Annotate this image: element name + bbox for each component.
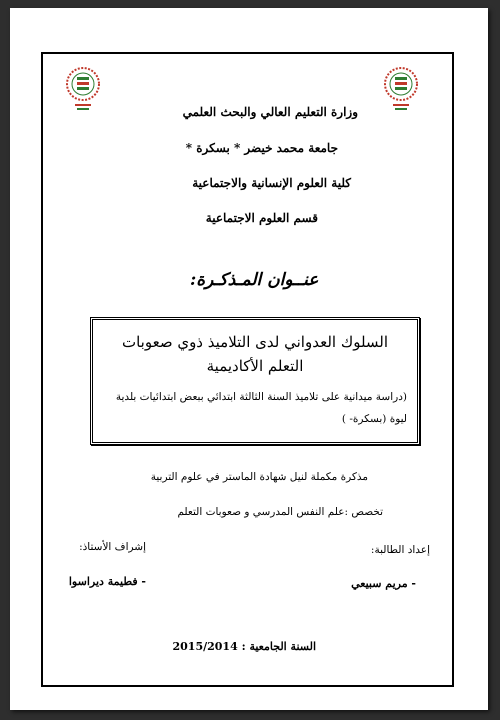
ministry-name: وزارة التعليم العالي والبحث العلمي [182, 105, 358, 119]
supervisor-label: إشراف الأستاذ: [79, 541, 146, 553]
degree-note: مذكرة مكملة لنيل شهادة الماستر في علوم التربية [150, 471, 368, 483]
thesis-subtitle: (دراسة ميدانية على تلاميذ السنة الثالثة ابتدائي ببعض ابتدائيات بلدية ليوة (بسكرة- ) [115, 391, 407, 425]
document-page [10, 8, 488, 710]
specialization: تخصص :علم النفس المدرسي و صعوبات التعلم [177, 506, 383, 518]
student-name: - مريم سبيعي [351, 577, 416, 590]
title-box [90, 317, 420, 445]
prepared-by-label: إعداد الطالبة: [370, 544, 430, 556]
supervisor-name: - فطيمة ديراسوا [68, 575, 146, 588]
memo-heading: عنــوان المـذكـرة: [190, 270, 319, 290]
department-name: قسم العلوم الاجتماعية [205, 211, 318, 225]
faculty-name: كلية العلوم الإنسانية والاجتماعية [192, 176, 351, 190]
thesis-title: السلوك العدواني لدى التلاميذ ذوي صعوبات التعلم الأكاديمية [121, 333, 389, 375]
university-crest-icon [383, 66, 419, 118]
university-name: جامعة محمد خيضر * بسكرة * [185, 141, 338, 155]
university-crest-icon [65, 66, 101, 118]
academic-year: السنة الجامعية : 2015/2014 [172, 640, 316, 653]
